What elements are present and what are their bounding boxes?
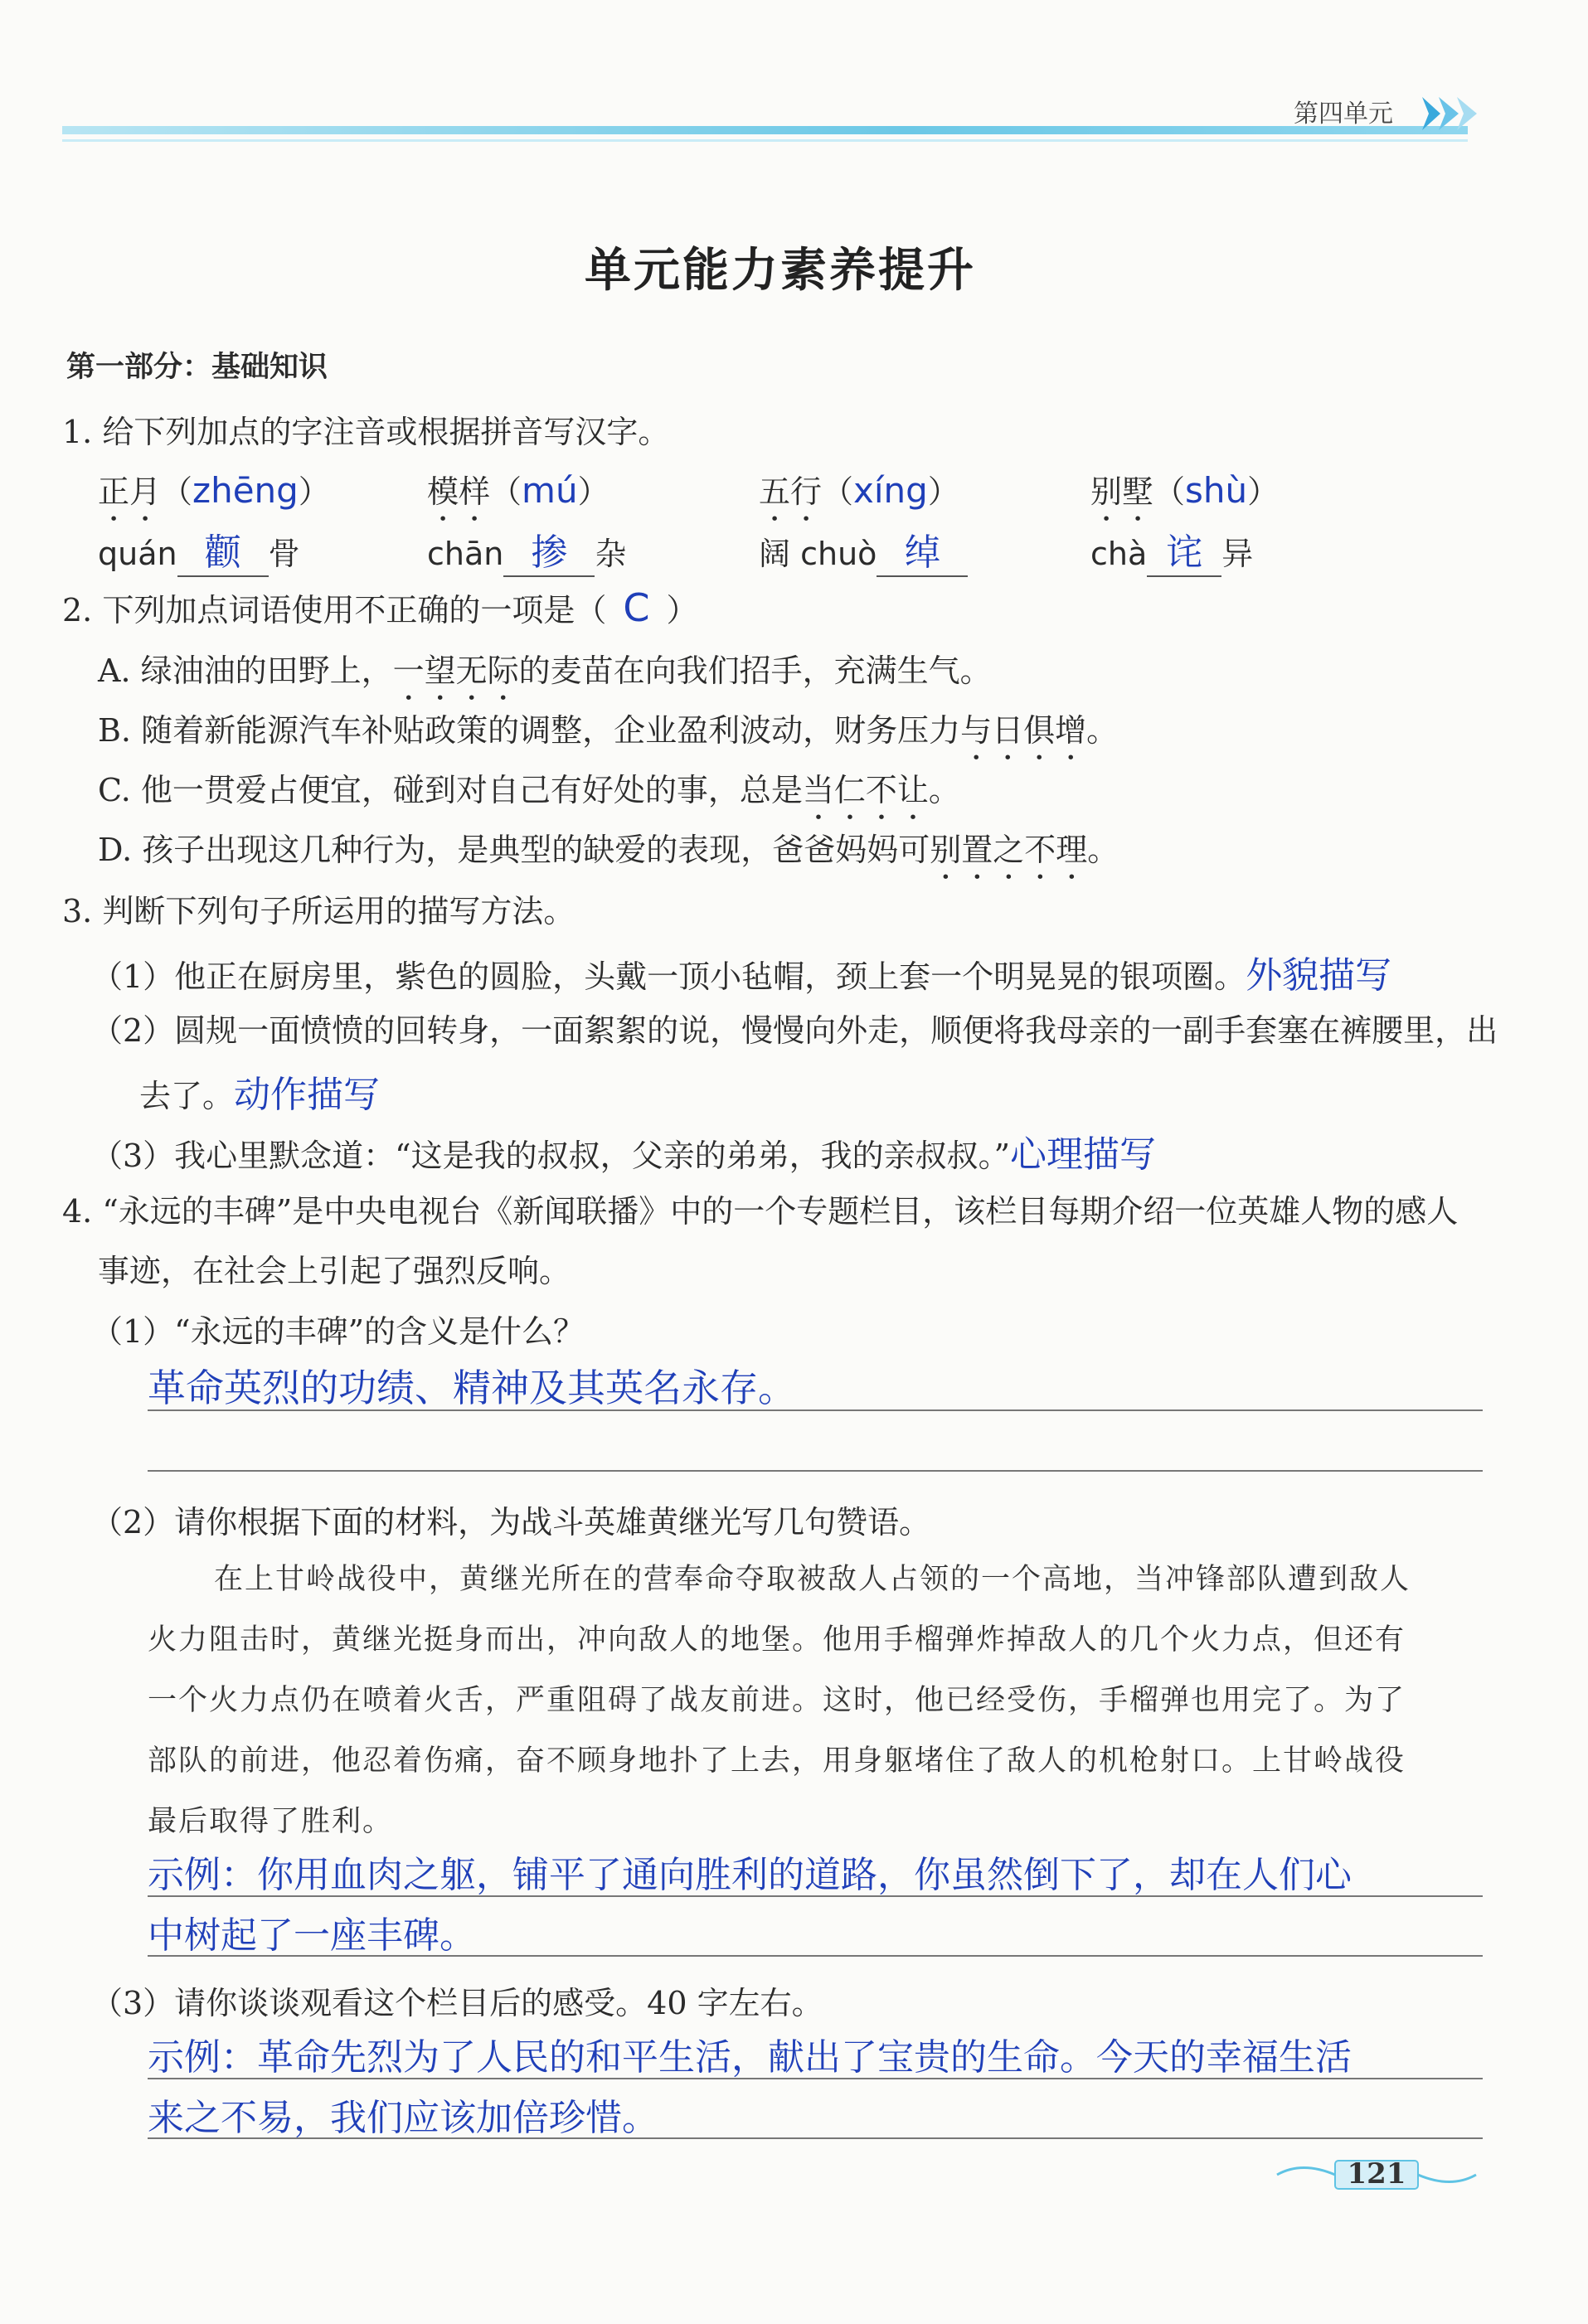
answer-line [148,2078,1483,2079]
passage-line: 部队的前进，他忍着伤痛，奋不顾身地扑了上去，用身躯堵住了敌人的机枪射口。上甘岭战役 [148,1744,1406,1778]
answer-line [148,1470,1483,1472]
answer-line [148,2137,1483,2139]
chevron-arrows-icon [1422,93,1488,134]
option-text: 的麦苗在向我们招手，充满生气。 [518,653,992,689]
passage-line: 最后取得了胜利。 [148,1805,394,1838]
q1-stem: 1. 给下列加点的字注音或根据拼音写汉字。 [62,414,670,450]
option-dotted-word: 别置之不理 [930,832,1088,868]
q4-answer-3-line2: 来之不易，我们应该加倍珍惜。 [148,2097,658,2139]
q1-prefix: 阔 [759,536,791,572]
q1-answer: shù [1185,470,1248,511]
passage-line: 一个火力点仍在喷着火舌，严重阻碍了战友前进。这时，他已经受伤，手榴弹也用完了。为了 [148,1684,1406,1717]
q2-answer: C [623,585,650,630]
answer-line [148,1895,1483,1897]
option-dotted-word: 与日俱增 [960,712,1087,749]
passage-line: 在上甘岭战役中，黄继光所在的营奉命夺取被敌人占领的一个高地，当冲锋部队遭到敌人 [214,1563,1411,1596]
q1-pinyin: quán [98,536,177,572]
q3-answer-3: 心理描写 [1010,1133,1157,1176]
q4-answer-1: 革命英烈的功绩、精神及其英名永存。 [148,1366,796,1410]
q3-answer-2: 动作描写 [234,1074,381,1116]
q2-option-c [98,764,960,827]
q1-hanzi-answer: 颧 [177,522,269,577]
answer-line [148,1955,1483,1957]
q4-answer-2-line2: 中树起了一座丰碑。 [148,1914,476,1957]
q1-item2-1 [98,522,300,577]
q2-stem-text: 2. 下列加点词语使用不正确的一项是（ [62,592,607,628]
q1-hanzi-answer: 绰 [877,522,968,577]
option-text: A. 绿油油的田野上， [98,653,393,689]
q1-pinyin: chà [1090,536,1148,572]
option-text: D. 孩子出现这几种行为，是典型的缺爱的表现，爸爸妈妈可 [98,832,930,868]
q1-item-text: 模样 [427,473,491,510]
q3-stem: 3. 判断下列句子所运用的描写方法。 [62,893,575,929]
q1-hanzi-answer: 掺 [503,522,595,577]
q4-stem-a: 4. “永远的丰碑”是中央电视台《新闻联播》中的一个专题栏目，该栏目每期介绍一位英雄人物的感人 [62,1193,1459,1230]
header-thin-line [62,139,1468,142]
q4-prompt-3: （3）请你谈谈观看这个栏目后的感受。40 字左右。 [91,1985,823,2021]
q1-hanzi-answer: 诧 [1147,522,1221,577]
answer-line [148,1409,1483,1411]
q2-option-a [98,645,992,707]
q1-item2-4 [1090,522,1253,577]
q1-suffix: 骨 [268,536,300,572]
q1-item-text: 五行 [759,473,823,510]
q1-item-3: 五行（xíng） [759,470,959,511]
q3-sentence-3 [91,1124,1156,1177]
option-text: 。 [928,772,960,808]
option-text: 。 [1087,832,1119,868]
q4-answer-3-line1: 示例：革命先烈为了人民的和平生活，献出了宝贵的生命。今天的幸福生活 [148,2036,1352,2079]
q1-item-1: 正月（zhēng） [98,470,330,511]
sentence-text: （1）他正在厨房里，紫色的圆脸，头戴一顶小毡帽，颈上套一个明晃晃的银项圈。 [91,958,1246,995]
page-title: 单元能力素养提升 [585,243,976,298]
sentence-text: （3）我心里默念道：“这是我的叔叔，父亲的弟弟，我的亲叔叔。” [91,1138,1011,1174]
q2-stem-close: ） [666,592,698,628]
q1-item2-3 [759,522,968,577]
sentence-text: 去了。 [139,1078,235,1114]
q3-answer-1: 外貌描写 [1246,954,1392,997]
option-text: C. 他一贯爱占便宜，碰到对自己有好处的事，总是 [98,772,803,808]
q1-pinyin: chuò [800,536,877,572]
q1-answer: mú [522,470,578,511]
q3-sentence-2a: （2）圆规一面愤愤的回转身，一面絮絮的说，慢慢向外走，顺便将我母亲的一副手套塞在裤腰里，出 [91,1012,1498,1049]
page-number: 121 [1347,2157,1406,2191]
q1-pinyin: chān [427,536,504,572]
q1-item-text: 正月 [98,473,162,510]
q4-stem-b: 事迹，在社会上引起了强烈反响。 [98,1253,571,1289]
q4-answer-2-line1: 示例：你用血肉之躯，铺平了通向胜利的道路，你虽然倒下了，却在人们心 [148,1854,1352,1896]
q1-item-text: 别墅 [1090,473,1154,510]
q1-suffix: 杂 [595,536,627,572]
q3-sentence-2b [139,1065,380,1118]
q2-option-b [98,705,1118,767]
passage-line: 火力阻击时，黄继光挺身而出，冲向敌人的地堡。他用手榴弹炸掉敌人的几个火力点，但还有 [148,1623,1406,1657]
q1-item-4: 别墅（shù） [1090,470,1280,511]
q1-answer: zhēng [192,470,299,511]
q2-option-d [98,824,1119,886]
unit-label: 第四单元 [1294,99,1393,129]
q1-answer: xíng [853,470,928,511]
q3-sentence-1 [91,945,1391,998]
option-text: 。 [1086,712,1119,749]
part-label: 第一部分：基础知识 [66,351,328,384]
option-dotted-word: 一望无际 [392,653,519,689]
q4-prompt-1: （1）“永远的丰碑”的含义是什么？ [91,1313,585,1350]
q1-item-2: 模样（mú） [427,470,609,511]
q2-stem [62,585,697,630]
option-dotted-word: 当仁不让 [802,772,929,808]
header-bar [62,126,1468,134]
q1-item2-2 [427,522,626,577]
q4-prompt-2: （2）请你根据下面的材料，为战斗英雄黄继光写几句赞语。 [91,1504,931,1540]
option-text: B. 随着新能源汽车补贴政策的调整，企业盈利波动，财务压力 [98,712,961,749]
q1-suffix: 异 [1221,536,1254,572]
